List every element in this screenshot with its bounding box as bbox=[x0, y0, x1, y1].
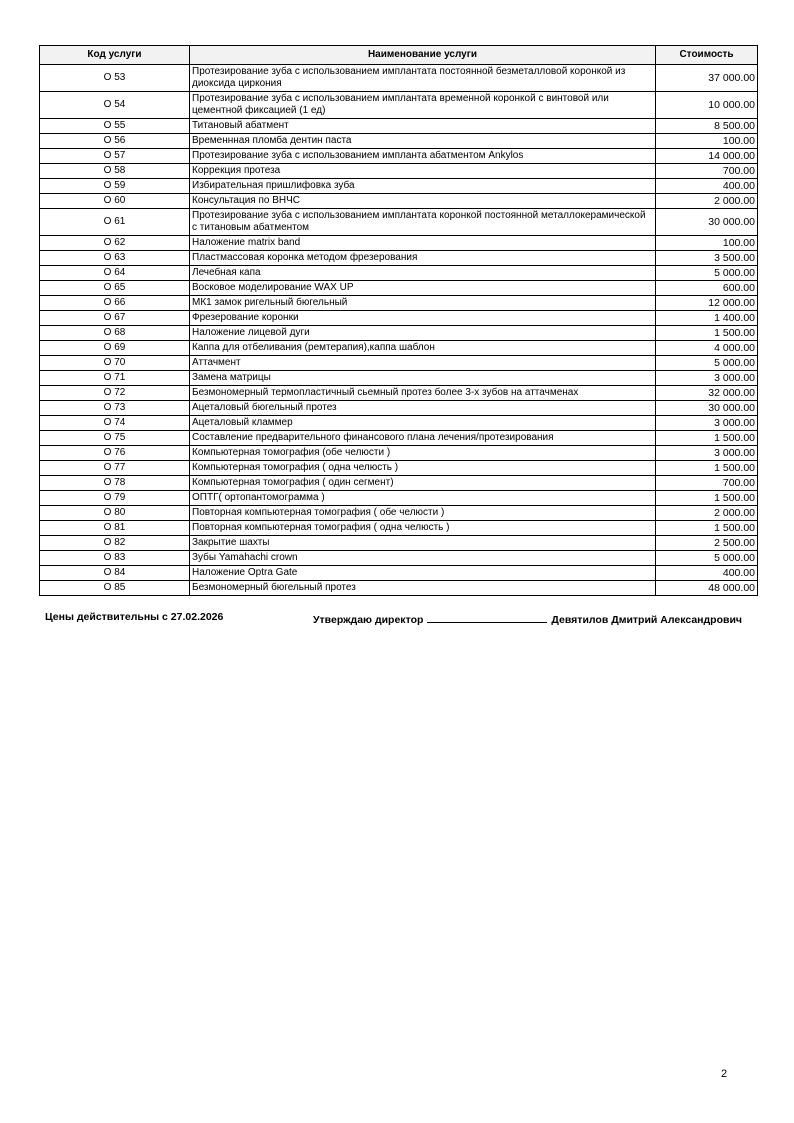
table-row bbox=[40, 506, 758, 521]
service-code: О 71 bbox=[40, 371, 190, 386]
table-row bbox=[40, 164, 758, 179]
service-code: О 69 bbox=[40, 341, 190, 356]
table-row bbox=[40, 92, 758, 119]
approve-label: Утверждаю директор bbox=[313, 614, 424, 626]
service-code: О 72 bbox=[40, 386, 190, 401]
price-list-table bbox=[39, 45, 758, 596]
service-price: 700.00 bbox=[656, 164, 758, 179]
table-row bbox=[40, 386, 758, 401]
service-price: 400.00 bbox=[656, 566, 758, 581]
service-name: Каппа для отбеливания (ремтерапия),каппа шаблон bbox=[190, 341, 656, 356]
table-row bbox=[40, 326, 758, 341]
table-row bbox=[40, 566, 758, 581]
service-code: О 85 bbox=[40, 581, 190, 596]
table-row bbox=[40, 266, 758, 281]
service-name: Зубы Yamahachi crown bbox=[190, 551, 656, 566]
table-row bbox=[40, 551, 758, 566]
service-name: Повторная компьютерная томография ( одна челюсть ) bbox=[190, 521, 656, 536]
service-price: 1 500.00 bbox=[656, 431, 758, 446]
service-name: Безмономерный бюгельный протез bbox=[190, 581, 656, 596]
service-code: О 65 bbox=[40, 281, 190, 296]
service-name: Протезирование зуба с использованием имплантата коронкой постоянной металлокерамической с титановым абатментом bbox=[190, 209, 656, 236]
table-row bbox=[40, 281, 758, 296]
service-name: Наложение matrix band bbox=[190, 236, 656, 251]
service-price: 2 500.00 bbox=[656, 536, 758, 551]
service-price: 2 000.00 bbox=[656, 194, 758, 209]
table-row bbox=[40, 296, 758, 311]
table-row bbox=[40, 356, 758, 371]
table-row bbox=[40, 476, 758, 491]
service-code: О 75 bbox=[40, 431, 190, 446]
service-code: О 54 bbox=[40, 92, 190, 119]
service-name: Компьютерная томография (обе челюсти ) bbox=[190, 446, 656, 461]
service-code: О 57 bbox=[40, 149, 190, 164]
service-name: ОПТГ( ортопантомограмма ) bbox=[190, 491, 656, 506]
service-price: 700.00 bbox=[656, 476, 758, 491]
service-code: О 78 bbox=[40, 476, 190, 491]
service-name: Наложение лицевой дуги bbox=[190, 326, 656, 341]
service-name: Закрытие шахты bbox=[190, 536, 656, 551]
table-header-row bbox=[40, 46, 758, 65]
approval-block bbox=[313, 613, 742, 626]
service-price: 48 000.00 bbox=[656, 581, 758, 596]
service-price: 37 000.00 bbox=[656, 65, 758, 92]
service-code: О 84 bbox=[40, 566, 190, 581]
service-code: О 53 bbox=[40, 65, 190, 92]
service-code: О 61 bbox=[40, 209, 190, 236]
service-code: О 70 bbox=[40, 356, 190, 371]
director-name: Девятилов Дмитрий Александрович bbox=[551, 614, 743, 626]
service-name: Безмономерный термопластичный сьемный протез более 3-х зубов на аттачменах bbox=[190, 386, 656, 401]
service-price: 400.00 bbox=[656, 179, 758, 194]
service-code: О 63 bbox=[40, 251, 190, 266]
table-row bbox=[40, 521, 758, 536]
table-row bbox=[40, 311, 758, 326]
service-price: 1 500.00 bbox=[656, 326, 758, 341]
service-code: О 56 bbox=[40, 134, 190, 149]
service-price: 100.00 bbox=[656, 134, 758, 149]
service-price: 30 000.00 bbox=[656, 401, 758, 416]
header-name: Наименование услуги bbox=[190, 46, 656, 65]
service-code: О 59 bbox=[40, 179, 190, 194]
service-name: МК1 замок ригельный бюгельный bbox=[190, 296, 656, 311]
service-price: 3 000.00 bbox=[656, 371, 758, 386]
table-row bbox=[40, 194, 758, 209]
service-code: О 58 bbox=[40, 164, 190, 179]
service-name: Компьютерная томография ( одна челюсть ) bbox=[190, 461, 656, 476]
service-name: Титановый абатмент bbox=[190, 119, 656, 134]
table-row bbox=[40, 65, 758, 92]
service-code: О 73 bbox=[40, 401, 190, 416]
service-name: Протезирование зуба с использованием имплантата постоянной безметалловой коронкой из диоксида циркония bbox=[190, 65, 656, 92]
service-price: 4 000.00 bbox=[656, 341, 758, 356]
service-code: О 76 bbox=[40, 446, 190, 461]
service-name: Ацеталовый бюгельный протез bbox=[190, 401, 656, 416]
service-name: Пластмассовая коронка методом фрезерования bbox=[190, 251, 656, 266]
table-row bbox=[40, 209, 758, 236]
service-code: О 81 bbox=[40, 521, 190, 536]
service-price: 5 000.00 bbox=[656, 551, 758, 566]
table-body bbox=[40, 65, 758, 596]
service-name: Лечебная капа bbox=[190, 266, 656, 281]
service-name: Замена матрицы bbox=[190, 371, 656, 386]
service-code: О 79 bbox=[40, 491, 190, 506]
service-code: О 83 bbox=[40, 551, 190, 566]
service-price: 30 000.00 bbox=[656, 209, 758, 236]
service-code: О 62 bbox=[40, 236, 190, 251]
service-price: 100.00 bbox=[656, 236, 758, 251]
service-code: О 68 bbox=[40, 326, 190, 341]
service-code: О 66 bbox=[40, 296, 190, 311]
service-name: Фрезерование коронки bbox=[190, 311, 656, 326]
valid-from-note: Цены действительны с 27.02.2026 bbox=[45, 611, 224, 623]
table-row bbox=[40, 491, 758, 506]
page-number: 2 bbox=[721, 1068, 728, 1080]
service-price: 2 000.00 bbox=[656, 506, 758, 521]
table-row bbox=[40, 341, 758, 356]
service-code: О 60 bbox=[40, 194, 190, 209]
service-name: Восковое моделирование WAX UP bbox=[190, 281, 656, 296]
service-price: 8 500.00 bbox=[656, 119, 758, 134]
table-row bbox=[40, 536, 758, 551]
table-row bbox=[40, 236, 758, 251]
service-name: Протезирование зуба с использованием имплантата временной коронкой с винтовой или цементной фиксацией (1 ед) bbox=[190, 92, 656, 119]
service-name: Составление предварительного финансового плана лечения/протезирования bbox=[190, 431, 656, 446]
table-row bbox=[40, 251, 758, 266]
table-row bbox=[40, 416, 758, 431]
service-name: Консультация по ВНЧС bbox=[190, 194, 656, 209]
service-code: О 82 bbox=[40, 536, 190, 551]
service-name: Компьютерная томография ( один сегмент) bbox=[190, 476, 656, 491]
service-name: Повторная компьютерная томография ( обе челюсти ) bbox=[190, 506, 656, 521]
service-price: 32 000.00 bbox=[656, 386, 758, 401]
service-name: Коррекция протеза bbox=[190, 164, 656, 179]
service-price: 5 000.00 bbox=[656, 356, 758, 371]
table-row bbox=[40, 149, 758, 164]
table-row bbox=[40, 461, 758, 476]
table-row bbox=[40, 431, 758, 446]
table-row bbox=[40, 581, 758, 596]
service-name: Избирательная пришлифовка зуба bbox=[190, 179, 656, 194]
service-price: 1 400.00 bbox=[656, 311, 758, 326]
service-code: О 77 bbox=[40, 461, 190, 476]
service-price: 3 500.00 bbox=[656, 251, 758, 266]
service-code: О 74 bbox=[40, 416, 190, 431]
service-code: О 55 bbox=[40, 119, 190, 134]
table-row bbox=[40, 134, 758, 149]
service-price: 14 000.00 bbox=[656, 149, 758, 164]
table-row bbox=[40, 401, 758, 416]
service-name: Аттачмент bbox=[190, 356, 656, 371]
signature-line bbox=[427, 613, 547, 623]
service-price: 1 500.00 bbox=[656, 491, 758, 506]
header-code: Код услуги bbox=[40, 46, 190, 65]
service-name: Ацеталовый кламмер bbox=[190, 416, 656, 431]
service-price: 1 500.00 bbox=[656, 521, 758, 536]
service-price: 600.00 bbox=[656, 281, 758, 296]
table-row bbox=[40, 179, 758, 194]
service-code: О 64 bbox=[40, 266, 190, 281]
service-code: О 80 bbox=[40, 506, 190, 521]
table-row bbox=[40, 446, 758, 461]
table-row bbox=[40, 371, 758, 386]
service-price: 1 500.00 bbox=[656, 461, 758, 476]
service-code: О 67 bbox=[40, 311, 190, 326]
service-price: 3 000.00 bbox=[656, 416, 758, 431]
header-price: Стоимость bbox=[656, 46, 758, 65]
service-name: Наложение Optra Gate bbox=[190, 566, 656, 581]
table-row bbox=[40, 119, 758, 134]
service-name: Протезирование зуба с использованием импланта абатментом Ankylos bbox=[190, 149, 656, 164]
service-price: 5 000.00 bbox=[656, 266, 758, 281]
service-price: 12 000.00 bbox=[656, 296, 758, 311]
service-price: 3 000.00 bbox=[656, 446, 758, 461]
service-price: 10 000.00 bbox=[656, 92, 758, 119]
service-name: Временнная пломба дентин паста bbox=[190, 134, 656, 149]
